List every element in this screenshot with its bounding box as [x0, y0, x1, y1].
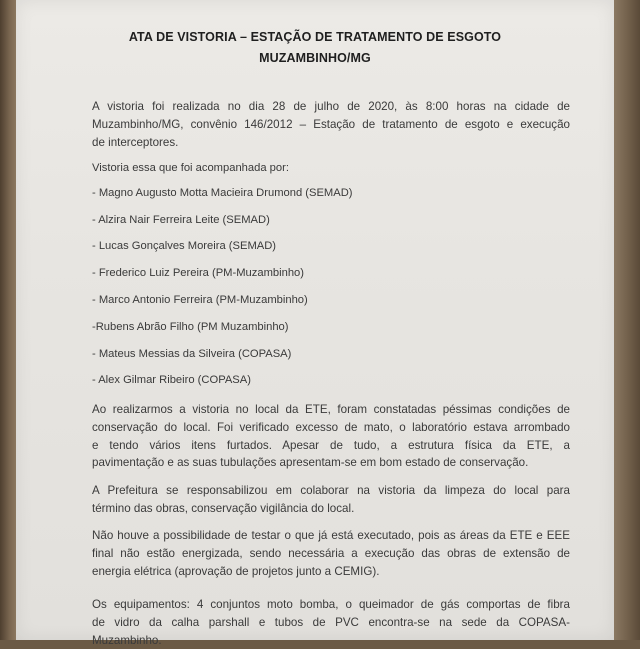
prefeitura-paragraph — [92, 482, 570, 518]
attendee-item: - Magno Augusto Motta Macieira Drumond (SEMAD) — [92, 187, 353, 199]
prefeitura-line: término das obras, conservação vigilância do local. — [92, 501, 355, 515]
findings-line: e tendo vários itens furtados. Apesar de tudo, a estrutura física da ETE, a — [92, 438, 570, 452]
attendee-item: - Alex Gilmar Ribeiro (COPASA) — [92, 374, 251, 386]
intro-line: de interceptores. — [92, 135, 179, 149]
table-surface-left — [0, 0, 16, 640]
findings-line: pavimentação e as suas tubulações apresentam-se em bom estado de conservação. — [92, 456, 529, 470]
attendee-item: - Lucas Gonçalves Moreira (SEMAD) — [92, 240, 277, 252]
document-title: ATA DE VISTORIA – ESTAÇÃO DE TRATAMENTO DE ESGOTO — [128, 30, 502, 44]
equipment-paragraph — [92, 596, 570, 649]
attendance-intro: Vistoria essa que foi acompanhada por: — [92, 162, 289, 174]
intro-paragraph — [92, 98, 570, 151]
attendee-item: - Marco Antonio Ferreira (PM-Muzambinho) — [92, 294, 308, 306]
attendee-item: -Rubens Abrão Filho (PM Muzambinho) — [92, 321, 289, 333]
testing-line: final não estão energizada, sendo necessária a execução das obras de extensão de — [92, 546, 570, 560]
findings-paragraph — [92, 401, 570, 472]
findings-line: conservação do local. Foi verificado excesso de mato, o laboratório estava arrombado — [92, 420, 570, 434]
prefeitura-line: A Prefeitura se responsabilizou em colaborar na vistoria da limpeza do local para — [92, 484, 570, 497]
findings-line: Ao realizarmos a vistoria no local da ETE, foram constatadas péssimas condições de — [92, 403, 570, 416]
equipment-line: Os equipamentos: 4 conjuntos moto bomba, o queimador de gás comportas de fibra — [92, 598, 570, 611]
testing-line: energia elétrica (aprovação de projetos junto a CEMIG). — [92, 564, 380, 578]
attendee-item: - Mateus Messias da Silveira (COPASA) — [92, 348, 292, 360]
attendee-item: - Alzira Nair Ferreira Leite (SEMAD) — [92, 214, 270, 226]
document-page — [16, 0, 614, 647]
equipment-line: de vidro da calha parshall e tubos de PVC encontra-se na sede da COPASA- — [92, 615, 570, 629]
testing-line: Não houve a possibilidade de testar o que já está executado, pois as áreas da ETE e EEE — [92, 529, 570, 542]
document-title-location: MUZAMBINHO/MG — [259, 51, 371, 65]
attendee-item: - Frederico Luiz Pereira (PM-Muzambinho) — [92, 267, 305, 279]
table-surface-right — [614, 0, 640, 640]
testing-paragraph — [92, 527, 570, 580]
intro-line: A vistoria foi realizada no dia 28 de julho de 2020, às 8:00 horas na cidade de — [92, 100, 570, 113]
equipment-line: Muzambinho. — [92, 633, 162, 647]
intro-line: Muzambinho/MG, convênio 146/2012 – Estação de tratamento de esgoto e execução — [92, 117, 570, 131]
